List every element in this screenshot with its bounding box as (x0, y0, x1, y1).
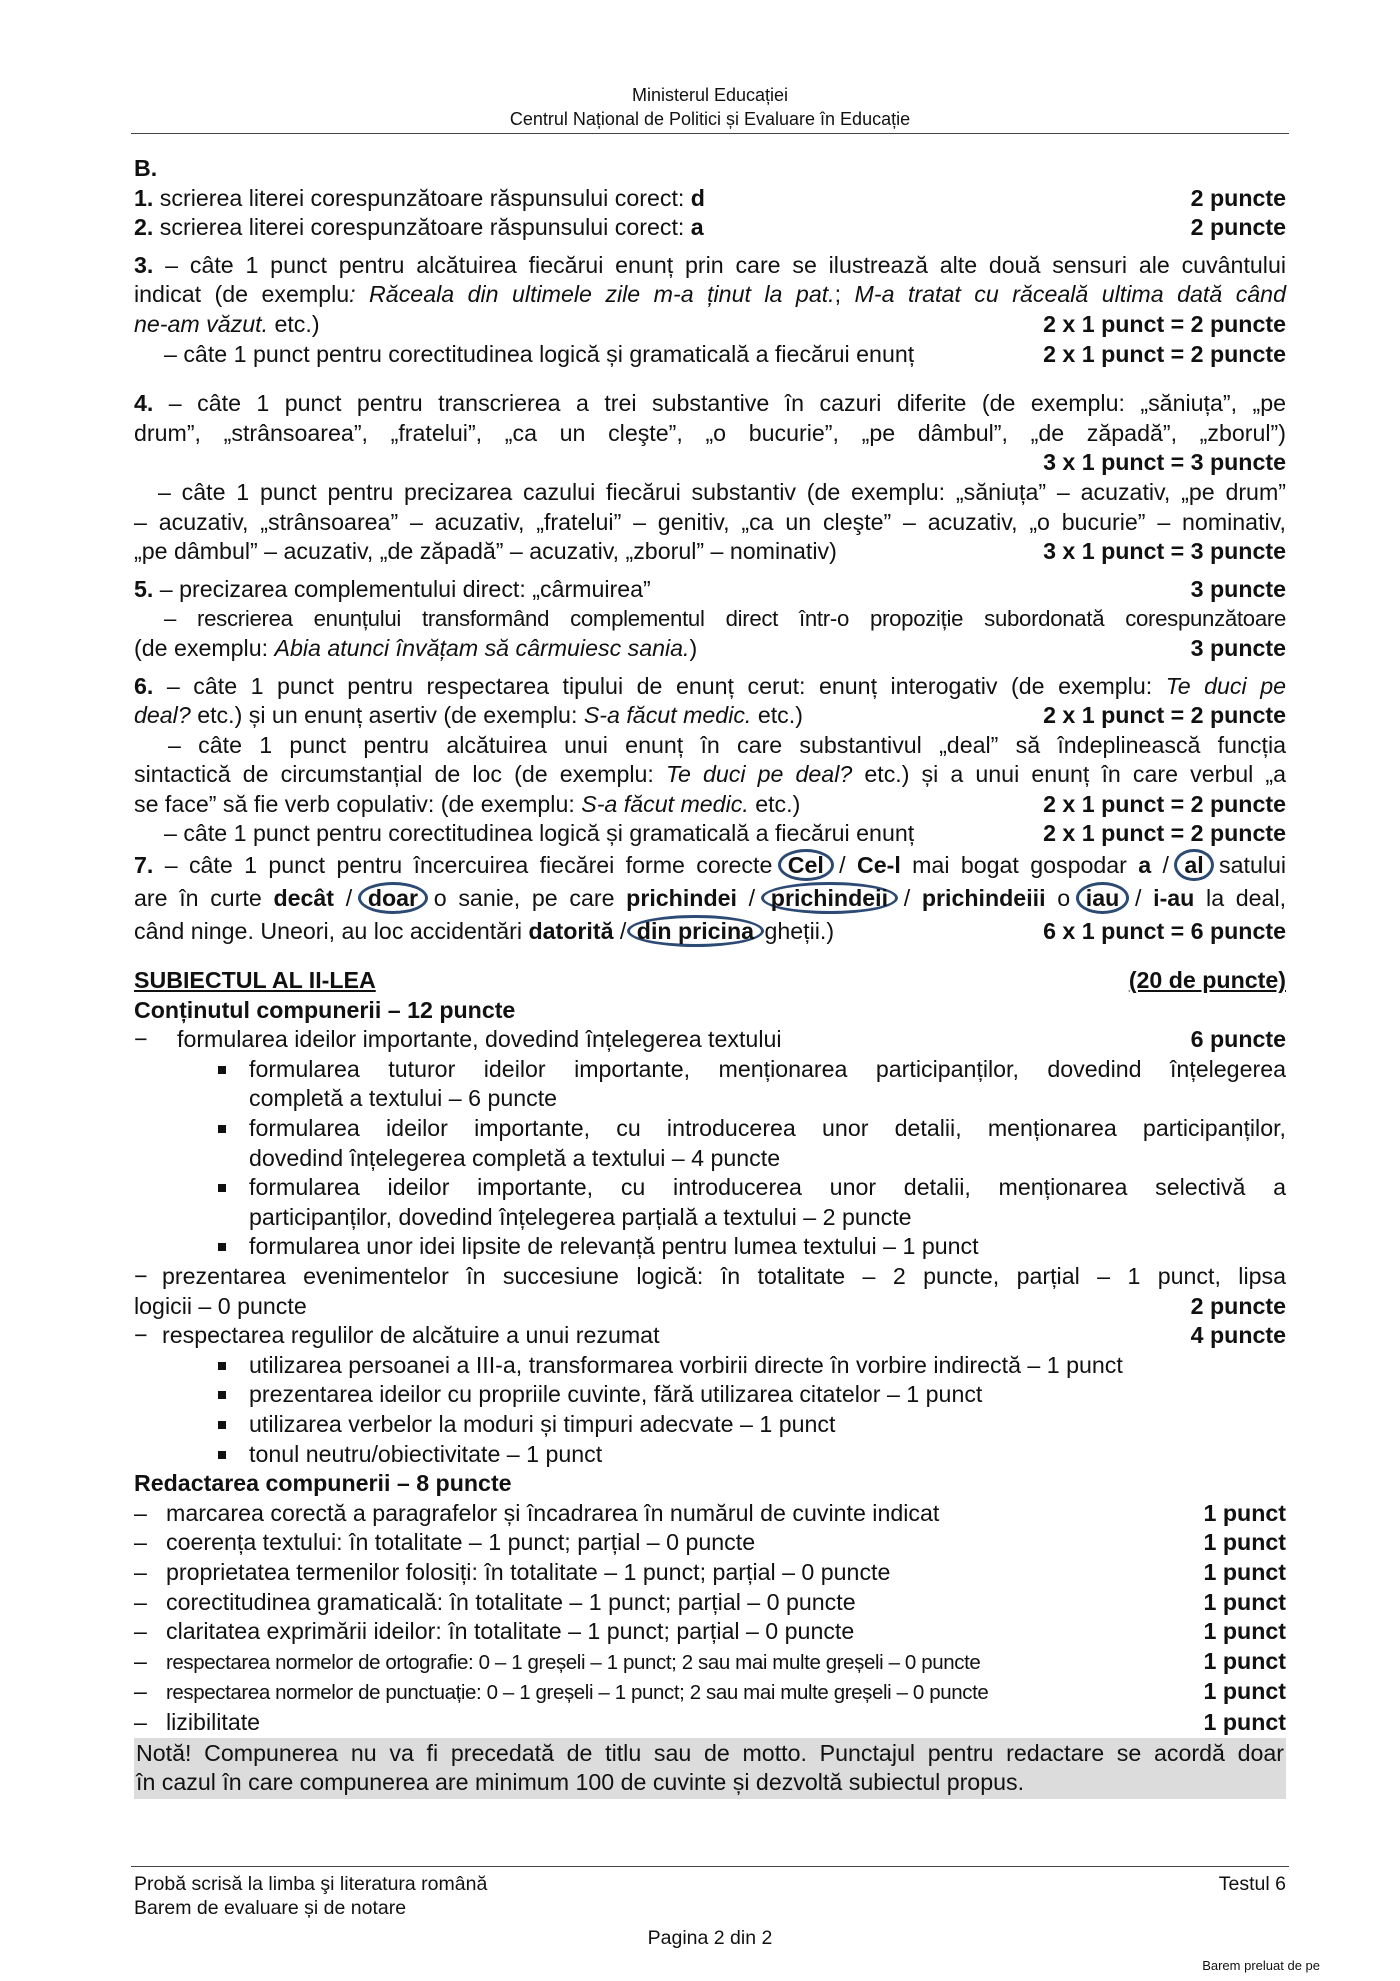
question-6: 6. – câte 1 punct pentru respectarea tipului de enunț cerut: enunț interogativ (de exemplu: Te duci pe deal? etc.) și un enunț asertiv (de exemplu: S-a făcut medic. etc.) 2 x 1 punct = 2 puncte – câte 1 punct pentru alcătuirea unui enunț în care substantivul „deal” să îndeplinească funcția sintactică de circumstanțial de loc (de exemplu: Te duci pe deal? etc.) și a unui enunț în care verbul „a se face” să fie verb copulativ: (de exemplu: S-a făcut medic. etc.) 2 x 1 punct = 2 puncte – câte 1 punct pentru corectitudinea logică și gramaticală a fiecărui enunț 2 x 1 punct = 2 puncte (134, 672, 1286, 847)
page-number: Pagina 2 din 2 (647, 1927, 773, 1949)
redactare-criteria: Redactarea compunerii – 8 puncte – marcarea corectă a paragrafelor și încadrarea în numărul de cuvinte indicat 1 punct – coerența textului: în totalitate – 1 punct; parțial – 0 puncte 1 punct – proprietatea termenilor folosiți: în totalitate – 1 punct; parțial – 0 puncte 1 punct – corectitudinea gramaticală: în totalitate – 1 punct; parțial – 0 puncte 1 punct – claritatea exprimării ideilor: în totalitate – 1 punct; parțial – 0 puncte 1 punct – respectarea normelor de ortografie: 0 – 1 greșeli – 1 punct; 2 sau mai multe greșeli – 0 puncte 1 punct – respectarea normelor de punctuație: 0 – 1 greșeli – 1 punct; 2 sau mai multe greșeli – 0 puncte 1 punct – lizibilitate 1 punct (134, 1470, 1286, 1735)
question-7: 7. – câte 1 punct pentru încercuirea fiecărei forme corecte Cel / Ce-l mai bogat gospodar a / al satului are în curte decât / doar o sanie, pe care prichindei / prichindeii / prichindeiii o iau / i-au la deal, când ninge. Uneori, au loc accidentări datorită / din pricina gheții.) 6 x 1 punct = 6 puncte (134, 849, 1286, 948)
circled-answer-iau: iau (1076, 882, 1130, 914)
question-1: 1. scrierea literei corespunzătoare răspunsului corect: d 2 puncte (134, 184, 1286, 211)
header-rule (131, 133, 1289, 134)
circled-answer-al: al (1174, 849, 1213, 881)
circled-answer-prichindeii: prichindeii (761, 882, 898, 914)
footer: Probă scrisă la limba şi literatura română Testul 6 Barem de evaluare și de notare (134, 1873, 1286, 1919)
question-2: 2. scrierea literei corespunzătoare răspunsului corect: a 2 puncte (134, 214, 1286, 241)
circled-answer-din-pricina: din pricina (627, 915, 764, 947)
circled-answer-doar: doar (358, 882, 428, 914)
content-criteria: Conținutul compunerii – 12 puncte − formularea ideilor importante, dovedind înțelegerea textului 6 puncte formularea tuturor ideilor importante, menționarea participanților, dovedind înțelegerea completă a textului – 6 puncte formularea ideilor importante, cu introducerea unor detalii, menționarea participanților, dovedind înțelegerea completă a textului – 4 puncte formularea ideilor importante, cu introducerea unor detalii, menționarea selectivă a participanților, dovedind înțelegerea parțială a textului – 2 puncte formularea unor idei lipsite de relevanță pentru lumea textului – 1 punct − prezentarea evenimentelor în succesiune logică: în totalitate – 2 puncte, parțial – 1 punct, lipsa logicii – 0 puncte 2 puncte − respectarea regulilor de alcătuire a unui rezumat 4 puncte utilizarea persoanei a III-a, transformarea vorbirii directe în vorbire indirectă – 1 punct prezentarea ideilor cu propriile cuvinte, fără utilizarea citatelor – 1 punct utilizarea verbelor la moduri și timpuri adecvate – 1 punct tonul neutru/obiectivitate – 1 punct (134, 996, 1286, 1467)
note-box: Notă! Compunerea nu va fi precedată de titlu sau de motto. Punctajul pentru redactare se acordă doar în cazul în care compunerea are minimum 100 de cuvinte și dezvoltă subiectul propus. (134, 1738, 1286, 1799)
circled-answer-cel: Cel (778, 849, 834, 881)
question-5: 5. – precizarea complementului direct: „cârmuirea” 3 puncte – rescrierea enunțului transformând complementul direct într-o propoziție subordonată corespunzătoare (de exemplu: Abia atunci învățam să cârmuiesc sania.) 3 puncte (134, 575, 1286, 661)
question-3: 3. – câte 1 punct pentru alcătuirea fiecărui enunț prin care se ilustrează alte două sensuri ale cuvântului indicat (de exemplu: Răceala din ultimele zile m-a ținut la pat.; M-a tratat cu răceală ultima dată când ne-am văzut. etc.) 2 x 1 punct = 2 puncte – câte 1 punct pentru corectitudinea logică și gramaticală a fiecărui enunț 2 x 1 punct = 2 puncte (134, 251, 1286, 367)
header-ministry: Ministerul Educației (631, 85, 789, 105)
header-center: Centrul Național de Politici și Evaluare în Educație (509, 109, 911, 129)
subject-2-heading: SUBIECTUL AL II-LEA (20 de puncte) (134, 967, 1286, 994)
document-body (134, 154, 1286, 1799)
footer-rule (131, 1866, 1289, 1867)
section-b-title: B. (134, 155, 158, 181)
corner-note: Barem preluat de pe (1202, 1958, 1320, 1973)
question-4: 4. – câte 1 punct pentru transcrierea a trei substantive în cazuri diferite (de exemplu: „săniuța”, „pe drum”, „strânsoarea”, „fratelui”, „ca un cleşte”, „o bucurie”, „pe dâmbul”, „de zăpadă”, „zborul”) 3 x 1 punct = 3 puncte – câte 1 punct pentru precizarea cazului fiecărui substantiv (de exemplu: „săniuța” – acuzativ, „pe drum” – acuzativ, „strânsoarea” – acuzativ, „fratelui” – genitiv, „ca un cleşte” – acuzativ, „o bucurie” – nominativ, „pe dâmbul” – acuzativ, „de zăpadă” – acuzativ, „zborul” – nominativ) 3 x 1 punct = 3 puncte (134, 390, 1286, 565)
